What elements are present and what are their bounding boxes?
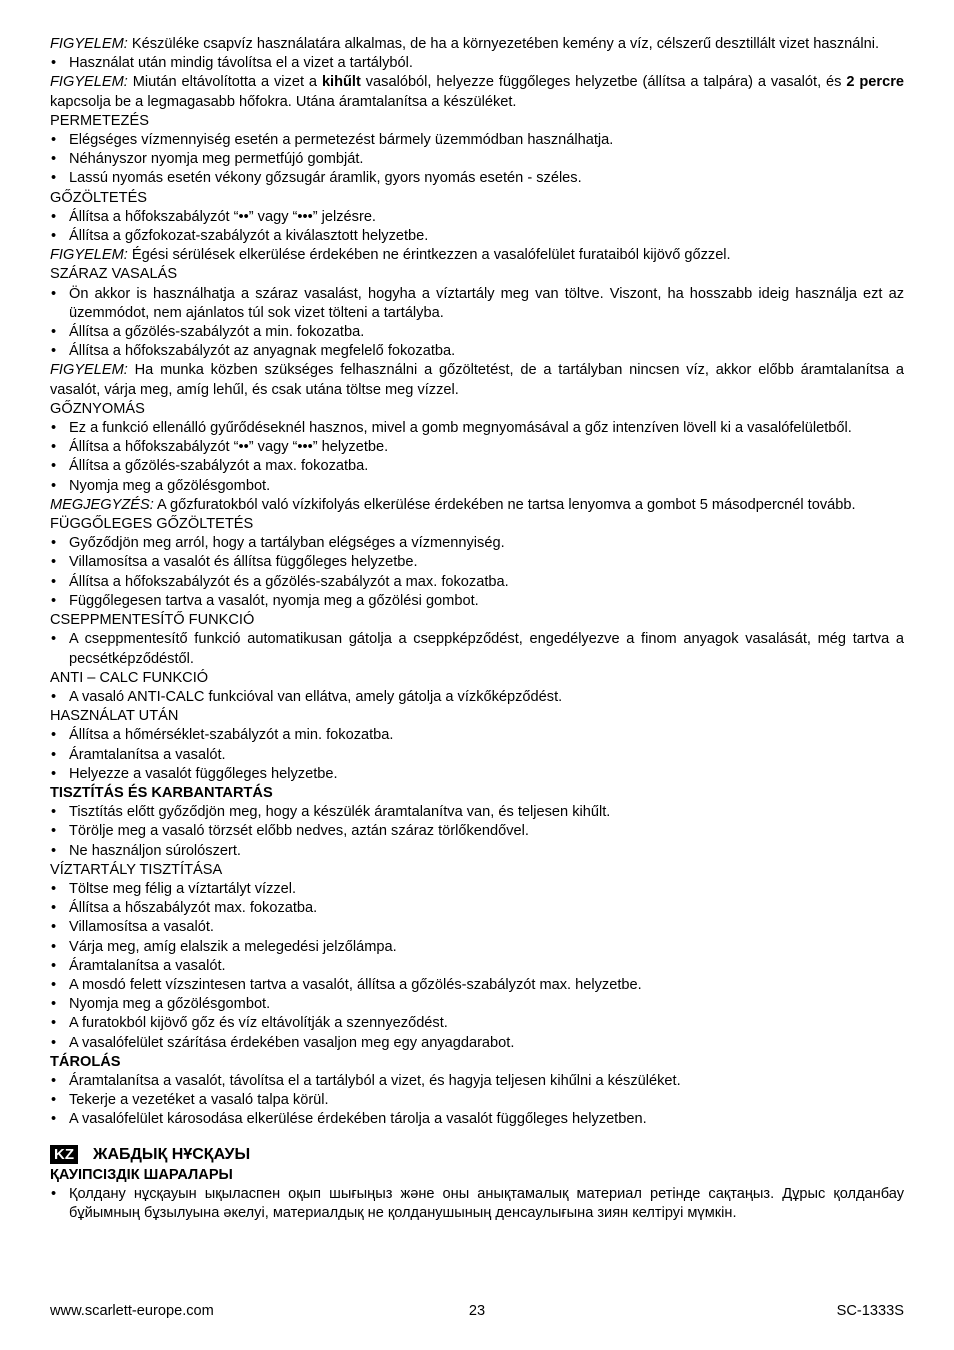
list-item xyxy=(50,457,904,476)
section-heading: GŐZNYOMÁS xyxy=(50,400,145,417)
list-item xyxy=(50,1091,904,1110)
bullet: • xyxy=(51,1015,57,1032)
document-body xyxy=(50,35,904,1223)
bullet: • xyxy=(51,804,57,821)
list-item xyxy=(50,765,904,784)
warning-text: Ha munka közben szükséges felhasználni a gőzöltetést, de a tartályban nincsen víz, akkor előbb áramtalanítsa a vasalót, várja meg, amíg lehűl, és csak utána töltse meg vízzel. xyxy=(50,362,904,398)
kz-language-badge: KZ xyxy=(50,1145,78,1164)
warning-text: Miután eltávolította a vizet a xyxy=(127,74,322,91)
section-anti-calc xyxy=(50,669,904,707)
list-item xyxy=(50,285,904,323)
bullet: • xyxy=(51,688,57,705)
bullet: • xyxy=(51,1072,57,1089)
list-item xyxy=(50,150,904,169)
section-heading: FÜGGŐLEGES GŐZÖLTETÉS xyxy=(50,516,254,533)
bullet: • xyxy=(51,900,57,917)
bullet: • xyxy=(51,631,57,648)
list-item-text: Függőlegesen tartva a vasalót, nyomja meg a gőzölési gombot. xyxy=(69,592,479,609)
warning-paragraph xyxy=(50,73,904,111)
bullet: • xyxy=(51,208,57,225)
bullet: • xyxy=(51,170,57,187)
list-item-text: Ön akkor is használhatja a száraz vasalást, hogyha a víztartály meg van töltve. Viszont, ha hosszabb ideig használja ezt az üzemmódot, nem ajánlatos túl sok vizet tölteni a tartályba. xyxy=(69,285,904,321)
list-item xyxy=(50,342,904,361)
list-item xyxy=(50,54,904,73)
list-item xyxy=(50,208,904,227)
bullet: • xyxy=(51,1185,57,1202)
list-item xyxy=(50,592,904,611)
bullet: • xyxy=(51,324,57,341)
list-item-text: Állítsa a gőzölés-szabályzót a max. fokozatba. xyxy=(69,458,369,475)
list-item-text: Néhányszor nyomja meg permetfújó gombját. xyxy=(69,151,364,168)
list-item xyxy=(50,534,904,553)
warning-label: FIGYELEM: xyxy=(50,36,128,52)
list-item-text: A vasalófelület szárítása érdekében vasaljon meg egy anyagdarabot. xyxy=(69,1034,515,1051)
section-heading: TÁROLÁS xyxy=(50,1053,121,1070)
list-item-text: Várja meg, amíg elalszik a melegedési jelzőlámpa. xyxy=(69,938,397,955)
list-item-text: Villamosítsa a vasalót. xyxy=(69,919,214,936)
section-heading: GŐZÖLTETÉS xyxy=(50,189,148,206)
list-item-text: Nyomja meg a gőzölésgombot. xyxy=(69,477,271,494)
note-paragraph xyxy=(50,496,904,515)
section-steam xyxy=(50,189,904,247)
bullet: • xyxy=(51,1034,57,1051)
list-item-text: A cseppmentesítő funkció automatikusan gátolja a cseppképződést, engedélyezve a finom anyagok vasalását, még tartva a pecsétképződéstől. xyxy=(69,631,904,667)
bullet: • xyxy=(51,132,57,149)
list-item-text: Ne használjon súrolószert. xyxy=(69,842,241,859)
list-item xyxy=(50,995,904,1014)
warning-text: kapcsolja be a legmagasabb hőfokra. Utána áramtalanítsa a készüléket. xyxy=(50,93,517,110)
bullet: • xyxy=(51,573,57,590)
section-storage xyxy=(50,1053,904,1130)
list-item xyxy=(50,169,904,188)
page-footer xyxy=(50,1302,904,1322)
list-item xyxy=(50,1014,904,1033)
bullet: • xyxy=(51,746,57,763)
section-heading: PERMETEZÉS xyxy=(50,112,149,129)
list-item xyxy=(50,726,904,745)
bullet: • xyxy=(51,55,57,72)
list-item-text: Қолдану нұсқауын ықыласпен оқып шығыңыз және оны анықтамалық материал ретінде сақтаңыз. Дұрыс қолданбау бұйымның бұзылуына әкелуі, материалдық не қолданушының денсаулығына зиян келтіруі мүмкін. xyxy=(69,1185,904,1221)
list-item-text: Állítsa a gőzölés-szabályzót a min. fokozatba. xyxy=(69,324,365,341)
list-item xyxy=(50,899,904,918)
warning-bold-text: 2 percre xyxy=(846,74,904,91)
warning-bold-text: kihűlt xyxy=(321,74,361,91)
section-tank-cleaning xyxy=(50,861,904,1053)
list-item xyxy=(50,822,904,841)
list-item-text: Áramtalanítsa a vasalót, távolítsa el a tartályból a vizet, és hagyja teljesen kihűlni a készüléket. xyxy=(69,1072,681,1089)
warning-label: FIGYELEM: xyxy=(50,362,128,379)
warning-label: FIGYELEM: xyxy=(50,247,128,264)
list-item xyxy=(50,477,904,496)
list-item-text: Áramtalanítsa a vasalót. xyxy=(69,957,226,974)
list-item-text: Állítsa a hőfokszabályzót az anyagnak megfelelő fokozatba. xyxy=(69,343,456,360)
note-text: A gőzfuratokból való vízkifolyás elkerülése érdekében ne tartsa lenyomva a gombot 5 másodpercnél tovább. xyxy=(153,496,856,513)
list-item-text: Nyomja meg a gőzölésgombot. xyxy=(69,996,271,1013)
list-item xyxy=(50,957,904,976)
footer-page-number: 23 xyxy=(468,1303,486,1319)
kz-subtitle: ҚАУІПСІЗДІК ШАРАЛАРЫ xyxy=(50,1166,233,1183)
list-item-text: Lassú nyomás esetén vékony gőzsugár áramlik, gyors nyomás esetén - széles. xyxy=(69,170,582,187)
bullet: • xyxy=(51,1111,57,1128)
list-item xyxy=(50,1034,904,1053)
bullet: • xyxy=(51,592,57,609)
bullet: • xyxy=(51,1092,57,1109)
bullet: • xyxy=(51,765,57,782)
bullet: • xyxy=(51,477,57,494)
list-item xyxy=(50,323,904,342)
list-item xyxy=(50,918,904,937)
section-heading: CSEPPMENTESÍTŐ FUNKCIÓ xyxy=(50,612,255,629)
bullet: • xyxy=(51,823,57,840)
list-item-text: Állítsa a hőfokszabályzót és a gőzölés-szabályzót a max. fokozatba. xyxy=(69,573,509,590)
warning-text: Égési sérülések elkerülése érdekében ne érintkezzen a vasalófelület furataiból kijövő gőzzel. xyxy=(127,247,731,264)
list-item-text: Elégséges vízmennyiség esetén a permetezést bármely üzemmódban használhatja. xyxy=(69,132,614,149)
section-steam-burst xyxy=(50,400,904,496)
list-item xyxy=(50,842,904,861)
warning-label: FIGYELEM: xyxy=(50,74,128,91)
bullet: • xyxy=(51,420,57,437)
bullet: • xyxy=(51,151,57,168)
list-item-text: Áramtalanítsa a vasalót. xyxy=(69,746,226,763)
list-item-text: Használat után mindig távolítsa el a vizet a tartályból. xyxy=(69,55,413,72)
list-item xyxy=(50,803,904,822)
warning-paragraph xyxy=(50,246,904,265)
list-item-text: Tisztítás előtt győződjön meg, hogy a készülék áramtalanítva van, és teljesen kihűlt. xyxy=(69,804,611,821)
list-item-text: Állítsa a hőszabályzót max. fokozatba. xyxy=(69,900,318,917)
list-item xyxy=(50,630,904,668)
list-item-text: Állítsa a hőfokszabályzót “••” vagy “•••” helyzetbe. xyxy=(69,439,389,456)
bullet: • xyxy=(51,343,57,360)
list-item-text: A mosdó felett vízszintesen tartva a vasalót, állítsa a gőzölés-szabályzót max. helyzetbe. xyxy=(69,976,642,993)
footer-model: SC-1333S xyxy=(836,1303,904,1319)
list-item-text: Villamosítsa a vasalót és állítsa függőleges helyzetbe. xyxy=(69,554,418,571)
list-item-text: Ez a funkció ellenálló gyűrődéseknél hasznos, mivel a gomb megnyomásával a gőz intenzíven lövell ki a vasalófelületből. xyxy=(69,420,852,437)
list-item xyxy=(50,746,904,765)
section-dry-ironing xyxy=(50,265,904,361)
bullet: • xyxy=(51,439,57,456)
list-item-text: Állítsa a hőmérséklet-szabályzót a min. fokozatba. xyxy=(69,727,394,744)
bullet: • xyxy=(51,938,57,955)
bullet: • xyxy=(51,727,57,744)
list-item xyxy=(50,1110,904,1129)
section-heading: SZÁRAZ VASALÁS xyxy=(50,266,178,283)
list-item xyxy=(50,419,904,438)
warning-paragraph xyxy=(50,361,904,399)
section-heading: TISZTÍTÁS ÉS KARBANTARTÁS xyxy=(50,784,273,801)
list-item xyxy=(50,131,904,150)
list-item xyxy=(50,688,904,707)
section-vertical-steam xyxy=(50,515,904,611)
bullet: • xyxy=(51,285,57,302)
warning-text: vasalóból, helyezze függőleges helyzetbe (állítsa a talpára) a vasalót, és xyxy=(360,74,847,91)
bullet: • xyxy=(51,880,57,897)
section-heading: VÍZTARTÁLY TISZTÍTÁSA xyxy=(50,861,223,878)
list-item-text: Töltse meg félig a víztartályt vízzel. xyxy=(69,880,297,897)
warning-text: Készüléke csapvíz használatára alkalmas, de ha a környezetében kemény a víz, célszerű desztillált vizet használni. xyxy=(127,36,880,52)
list-item xyxy=(50,573,904,592)
list-item-text: Győződjön meg arról, hogy a tartályban elégséges a vízmennyiség. xyxy=(69,535,505,552)
footer-website: www.scarlett-europe.com xyxy=(50,1303,214,1319)
section-spray xyxy=(50,112,904,189)
list-item-text: Állítsa a hőfokszabályzót “••” vagy “•••” jelzésre. xyxy=(69,208,376,225)
list-item xyxy=(50,1185,904,1223)
list-item xyxy=(50,227,904,246)
bullet: • xyxy=(51,554,57,571)
list-item-text: Törölje meg a vasaló törzsét előbb nedves, aztán száraz törlőkendővel. xyxy=(69,823,529,840)
list-item xyxy=(50,880,904,899)
kz-title: ЖАБДЫҚ НҰСҚАУЫ xyxy=(93,1145,251,1163)
bullet: • xyxy=(51,919,57,936)
kz-header xyxy=(50,1144,904,1166)
bullet: • xyxy=(51,996,57,1013)
list-item-text: Állítsa a gőzfokozat-szabályzót a kiválasztott helyzetbe. xyxy=(69,228,429,245)
list-item-text: A vasaló ANTI-CALC funkcióval van ellátva, amely gátolja a vízkőképződést. xyxy=(69,688,563,705)
list-item-text: A furatokból kijövő gőz és víz eltávolítják a szennyeződést. xyxy=(69,1015,448,1032)
list-item-text: Helyezze a vasalót függőleges helyzetbe. xyxy=(69,765,338,782)
section-heading: ANTI – CALC FUNKCIÓ xyxy=(50,669,209,686)
list-item xyxy=(50,438,904,457)
bullet: • xyxy=(51,458,57,475)
list-item-text: A vasalófelület károsodása elkerülése érdekében tárolja a vasalót függőleges helyzetben. xyxy=(69,1111,647,1128)
bullet: • xyxy=(51,842,57,859)
list-item xyxy=(50,1072,904,1091)
section-after-use xyxy=(50,707,904,784)
bullet: • xyxy=(51,535,57,552)
section-drip-stop xyxy=(50,611,904,669)
list-item xyxy=(50,553,904,572)
section-cleaning xyxy=(50,784,904,861)
section-heading: HASZNÁLAT UTÁN xyxy=(50,708,179,725)
bullet: • xyxy=(51,976,57,993)
bullet: • xyxy=(51,957,57,974)
note-label: MEGJEGYZÉS: xyxy=(50,496,154,513)
list-item xyxy=(50,976,904,995)
warning-paragraph xyxy=(50,35,904,54)
list-item xyxy=(50,938,904,957)
list-item-text: Tekerje a vezetéket a vasaló talpa körül. xyxy=(69,1092,329,1109)
bullet: • xyxy=(51,228,57,245)
